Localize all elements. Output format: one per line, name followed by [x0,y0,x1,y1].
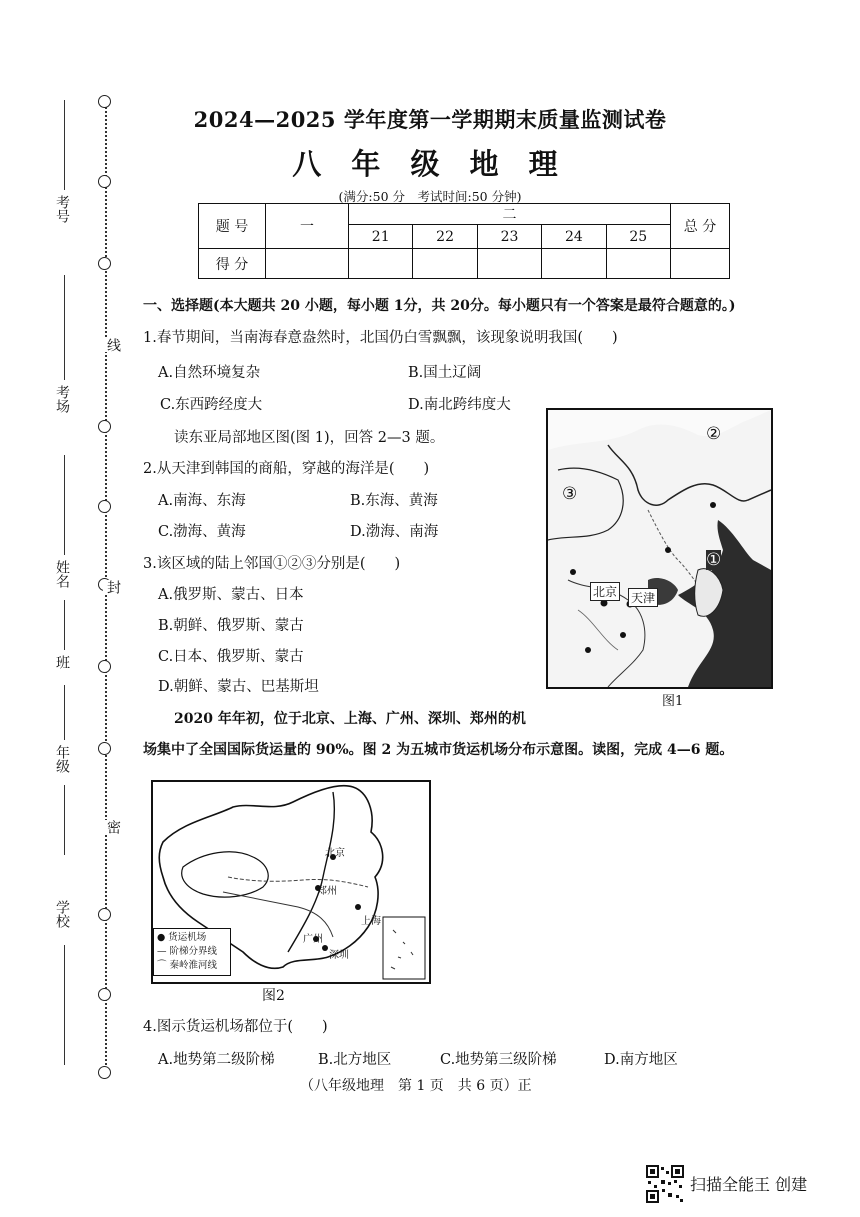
map2-label-zhengzhou: 郑州 [317,886,337,897]
q4-option-b[interactable]: B.北方地区 [318,1052,392,1068]
map-figure-1 [546,408,773,689]
binding-hole [98,742,111,755]
score-cell[interactable] [413,249,477,279]
map1-label-beijing: 北京 [590,582,620,601]
score-cell[interactable] [671,249,730,279]
intro2-line1: 2020 年年初，位于北京、上海、广州、深圳、郑州的机 [174,711,526,727]
exam-subject: 八 年 级 地 理 [292,147,568,181]
score-row2-label: 得 分 [199,249,266,279]
seal-char-mi: 密 [105,820,121,834]
q1-stem: 1.春节期间，当南海春意盎然时，北国仍白雪飘飘，该现象说明我国( ) [143,330,618,346]
seal-char-feng: 封 [105,580,121,594]
q2-option-c[interactable]: C.渤海、黄海 [158,524,246,540]
score-col-one: 一 [266,204,349,249]
score-cell[interactable] [349,249,413,279]
map2-label-guangzhou: 广州 [303,934,323,945]
binding-hole [98,420,111,433]
score-cell[interactable] [606,249,670,279]
q4-option-d[interactable]: D.南方地区 [604,1052,678,1068]
fill-line-nianji-bottom [64,785,65,855]
score-subcol: 22 [413,225,477,249]
q4-option-a[interactable]: A.地势第二级阶梯 [158,1052,275,1068]
score-col-two: 二 [349,204,671,225]
map1-marker-3: ③ [562,484,578,504]
map2-label-shanghai: 上海 [361,916,381,927]
label-nianji: 年级 [54,745,70,773]
fill-line-kaochang [64,275,65,380]
binding-hole [98,660,111,673]
q1-option-c[interactable]: C.东西跨经度大 [160,397,263,413]
map1-intro: 读东亚局部地区图(图 1)，回答 2—3 题。 [174,430,445,446]
binding-hole [98,500,111,513]
q4-stem: 4.图示货运机场都位于( ) [143,1019,328,1035]
q2-stem: 2.从天津到韩国的商船，穿越的海洋是( ) [143,461,430,477]
page-footer: （八年级地理 第 1 页 共 6 页）正 [300,1078,532,1094]
q3-option-d[interactable]: D.朝鲜、蒙古、巴基斯坦 [158,679,319,695]
seal-char-xian: 线 [105,338,121,352]
q2-option-b[interactable]: B.东海、黄海 [350,493,438,509]
map2-label-beijing: 北京 [325,848,345,859]
score-subcol: 24 [542,225,606,249]
map2-legend-airport: ● 货运机场 [157,932,207,943]
binding-hole [98,1066,111,1079]
q4-option-c[interactable]: C.地势第三级阶梯 [440,1052,557,1068]
label-xingming: 姓名 [54,560,70,588]
q1-option-a[interactable]: A.自然环境复杂 [158,365,261,381]
map1-drawing [548,410,771,687]
map1-marker-2: ② [706,424,722,444]
binding-hole [98,908,111,921]
map2-legend-qinling: ⌒ 秦岭淮河线 [157,960,218,971]
map2-caption: 图2 [262,988,285,1004]
map2-label-shenzhen: 深圳 [329,950,349,961]
score-cell[interactable] [477,249,541,279]
exam-meta: (满分:50 分 考试时间:50 分钟) [338,189,522,204]
section1-heading: 一、选择题(本大题共 20 小题，每小题 1分，共 20分。每小题只有一个答案是最符合题意的。) [143,298,736,314]
binding-hole [98,988,111,1001]
q3-stem: 3.该区域的陆上邻国①②③分别是( ) [143,556,401,572]
fill-line-nianji-top [64,685,65,740]
score-subcol: 23 [477,225,541,249]
score-total-label: 总 分 [671,204,730,249]
score-cell[interactable] [542,249,606,279]
score-subcol: 25 [606,225,670,249]
score-row1-label: 题 号 [199,204,266,249]
q3-option-c[interactable]: C.日本、俄罗斯、蒙古 [158,649,304,665]
map1-caption: 图1 [662,694,684,709]
binding-hole [98,257,111,270]
map-figure-2 [151,780,431,984]
map1-marker-1: ① [706,550,722,570]
q1-option-d[interactable]: D.南北跨纬度大 [408,397,511,413]
map1-label-tianjin: 天津 [628,588,658,607]
exam-title: 2024—2025 学年度第一学期期末质量监测试卷 [193,107,667,132]
q3-option-b[interactable]: B.朝鲜、俄罗斯、蒙古 [158,618,304,634]
score-cell[interactable] [266,249,349,279]
fill-line-xingming [64,455,65,555]
label-kaochang: 考场 [54,385,70,413]
q1-option-b[interactable]: B.国土辽阔 [408,365,482,381]
score-subcol: 21 [349,225,413,249]
fill-line-xuexiao [64,945,65,1065]
watermark-text: 扫描全能王 创建 [690,1175,808,1194]
q2-option-a[interactable]: A.南海、东海 [158,493,246,509]
map2-legend-step: — 阶梯分界线 [157,946,218,957]
label-xuexiao: 学校 [54,900,70,928]
map2-legend [153,928,231,976]
score-table [198,203,730,279]
q2-option-d[interactable]: D.渤海、南海 [350,524,439,540]
q3-option-a[interactable]: A.俄罗斯、蒙古、日本 [158,587,304,603]
intro2-line2: 场集中了全国国际货运量的 90%。图 2 为五城市货运机场分布示意图。读图，完成 4—6 题。 [143,742,734,758]
label-kaohao: 考号 [54,195,70,223]
qr-code-icon [646,1165,684,1203]
label-ban: 班 [54,655,70,669]
fill-line-ban [64,600,65,650]
